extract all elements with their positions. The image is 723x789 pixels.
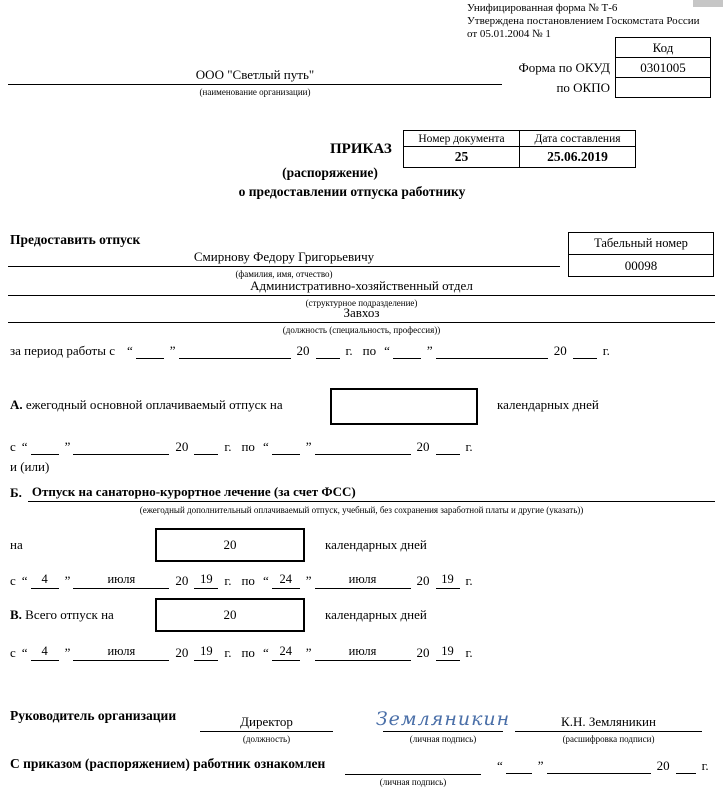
doc-number-table (403, 130, 636, 168)
section-v-days-box: 20 (155, 598, 305, 632)
section-v-text (10, 607, 114, 623)
quote-close: ” (64, 573, 71, 588)
po-label: по (241, 573, 255, 588)
organization-caption: (наименование организации) (199, 87, 311, 97)
po-label: по (362, 343, 377, 358)
section-v-letter: В. (10, 607, 22, 622)
quote-close: ” (305, 645, 312, 660)
b-month-to: июля (315, 571, 411, 589)
year-g: г. (224, 439, 232, 454)
v-day-to: 24 (272, 643, 300, 661)
title-sub2: о предоставлении отпуска работнику (238, 184, 466, 199)
section-b-days-label: календарных дней (325, 537, 427, 552)
period-month-to (436, 341, 548, 359)
ack-day (506, 756, 532, 774)
personnel-number-value: 00098 (569, 255, 714, 277)
a-day-to (272, 437, 300, 455)
section-b-title: Отпуск на санаторно-курортное лечение (за счет ФСС) (28, 484, 715, 502)
year-20: 20 (416, 439, 430, 454)
section-v-dates (10, 643, 479, 661)
ack-month (547, 756, 651, 774)
from-label: с (10, 573, 16, 588)
manager-position-caption: (должность) (242, 734, 291, 744)
quote-close: ” (64, 645, 71, 660)
form-meta-line: от 05.01.2004 № 1 (467, 28, 551, 40)
a-day-from (31, 437, 59, 455)
title-sub1: (распоряжение) (282, 165, 378, 180)
code-spacer (518, 38, 616, 58)
organization-field (8, 63, 502, 97)
year-20: 20 (296, 343, 310, 358)
quote-close: ” (305, 439, 312, 454)
organization-name: ООО "Светлый путь" (8, 63, 502, 85)
period-year-to (573, 341, 597, 359)
section-a-days-label: календарных дней (497, 397, 599, 412)
acknowledgement-row (0, 750, 723, 786)
section-v-label: Всего отпуск на (25, 607, 114, 622)
quote-close: ” (305, 573, 312, 588)
quote-open: “ (21, 439, 28, 454)
year-g: г. (345, 343, 353, 358)
a-year-to (436, 437, 460, 455)
quote-open: “ (262, 573, 269, 588)
personnel-number-header: Табельный номер (569, 233, 714, 255)
year-20: 20 (416, 573, 430, 588)
manager-position: Директор (200, 698, 333, 732)
year-20: 20 (553, 343, 567, 358)
manager-label: Руководитель организации (10, 708, 177, 723)
okud-value: 0301005 (616, 58, 711, 78)
year-20: 20 (175, 573, 189, 588)
year-g: г. (465, 573, 473, 588)
section-a-dates (10, 437, 479, 455)
quote-close: ” (426, 343, 433, 358)
section-a-letter: А. (10, 397, 23, 412)
b-day-to: 24 (272, 571, 300, 589)
page-title: ПРИКАЗ (330, 141, 392, 157)
form-meta-line: Унифицированная форма № Т-6 (467, 2, 618, 14)
year-20: 20 (175, 439, 189, 454)
quote-open: “ (262, 645, 269, 660)
from-label: с (10, 439, 16, 454)
ack-signature (345, 750, 481, 775)
work-period-label: за период работы с (10, 343, 115, 358)
quote-close: ” (64, 439, 71, 454)
doc-number-value: 25 (404, 147, 520, 168)
period-day-from (136, 341, 164, 359)
manager-name-caption: (расшифровка подписи) (562, 734, 655, 744)
year-20: 20 (656, 758, 670, 773)
code-header-cell: Код (616, 38, 711, 58)
position-caption: (должность (специальность, профессия)) (282, 325, 441, 335)
year-g: г. (465, 645, 473, 660)
quote-open: “ (126, 343, 133, 358)
v-month-from: июля (73, 643, 169, 661)
ack-sign-caption: (личная подпись) (379, 777, 447, 787)
ack-label: С приказом (распоряжением) работник ознакомлен (10, 756, 326, 771)
section-a-days-box (330, 388, 478, 425)
section-b-title-row (10, 484, 715, 502)
section-b-na-label: на (10, 537, 23, 552)
quote-open: “ (21, 645, 28, 660)
work-period-row (10, 341, 616, 359)
manager-name: К.Н. Земляникин (515, 698, 702, 732)
section-b-letter: Б. (10, 485, 22, 500)
position-name: Завхоз (8, 303, 715, 323)
department-caption: (структурное подразделение) (305, 298, 418, 308)
manager-signature: Земляникин (383, 698, 503, 732)
po-label: по (241, 645, 255, 660)
a-month-to (315, 437, 411, 455)
okpo-value (616, 78, 711, 98)
manager-sign-caption: (личная подпись) (409, 734, 477, 744)
period-month-from (179, 341, 291, 359)
grant-label: Предоставить отпуск (10, 232, 141, 247)
section-b-days-box: 20 (155, 528, 305, 562)
code-table (518, 37, 712, 98)
manager-sign-slot (375, 698, 511, 744)
year-20: 20 (175, 645, 189, 660)
employee-name-caption: (фамилия, имя, отчество) (235, 269, 333, 279)
v-year-from: 19 (194, 643, 218, 661)
manager-name-slot (515, 698, 702, 744)
period-day-to (393, 341, 421, 359)
year-g: г. (701, 758, 709, 773)
okud-label: Форма по ОКУД (518, 59, 610, 75)
manager-position-slot (200, 698, 333, 744)
quote-close: ” (537, 758, 544, 773)
year-g: г. (224, 573, 232, 588)
v-day-from: 4 (31, 643, 59, 661)
b-month-from: июля (73, 571, 169, 589)
quote-open: “ (497, 758, 503, 773)
from-label: с (10, 645, 16, 660)
section-b-dates (10, 571, 479, 589)
manager-signature-block (0, 698, 723, 748)
year-g: г. (602, 343, 610, 358)
ack-date (497, 756, 715, 774)
form-meta (467, 2, 699, 41)
v-year-to: 19 (436, 643, 460, 661)
b-year-from: 19 (194, 571, 218, 589)
doc-number-header: Номер документа (404, 131, 520, 147)
section-v-row (0, 597, 723, 633)
section-a-label: ежегодный основной оплачиваемый отпуск на (25, 397, 283, 412)
a-month-from (73, 437, 169, 455)
quote-open: “ (262, 439, 269, 454)
quote-open: “ (21, 573, 28, 588)
period-year-from (316, 341, 340, 359)
section-b-row (0, 527, 723, 563)
doc-date-header: Дата составления (520, 131, 636, 147)
ack-sign-slot (345, 750, 481, 787)
section-v-days-label: календарных дней (325, 607, 427, 622)
quote-close: ” (169, 343, 176, 358)
year-20: 20 (416, 645, 430, 660)
section-a-row (0, 386, 723, 426)
b-year-to: 19 (436, 571, 460, 589)
po-label: по (241, 439, 255, 454)
form-meta-line: Утверждена постановлением Госкомстата России (467, 15, 700, 27)
and-or-label: и (или) (10, 459, 50, 474)
position-field (8, 303, 715, 335)
doc-date-value: 25.06.2019 (520, 147, 636, 168)
ack-year (676, 756, 696, 774)
v-month-to: июля (315, 643, 411, 661)
department-name: Административно-хозяйственный отдел (8, 275, 715, 296)
employee-name: Смирнову Федору Григорьевичу (8, 246, 560, 267)
b-day-from: 4 (31, 571, 59, 589)
a-year-from (194, 437, 218, 455)
section-b-caption: (ежегодный дополнительный оплачиваемый отпуск, учебный, без сохранения заработной платы и другие (указать)) (139, 505, 584, 515)
personnel-number-table (568, 232, 714, 277)
year-g: г. (465, 439, 473, 454)
year-g: г. (224, 645, 232, 660)
quote-open: “ (384, 343, 390, 358)
okpo-label: по ОКПО (556, 79, 610, 95)
section-a-text (10, 397, 283, 413)
